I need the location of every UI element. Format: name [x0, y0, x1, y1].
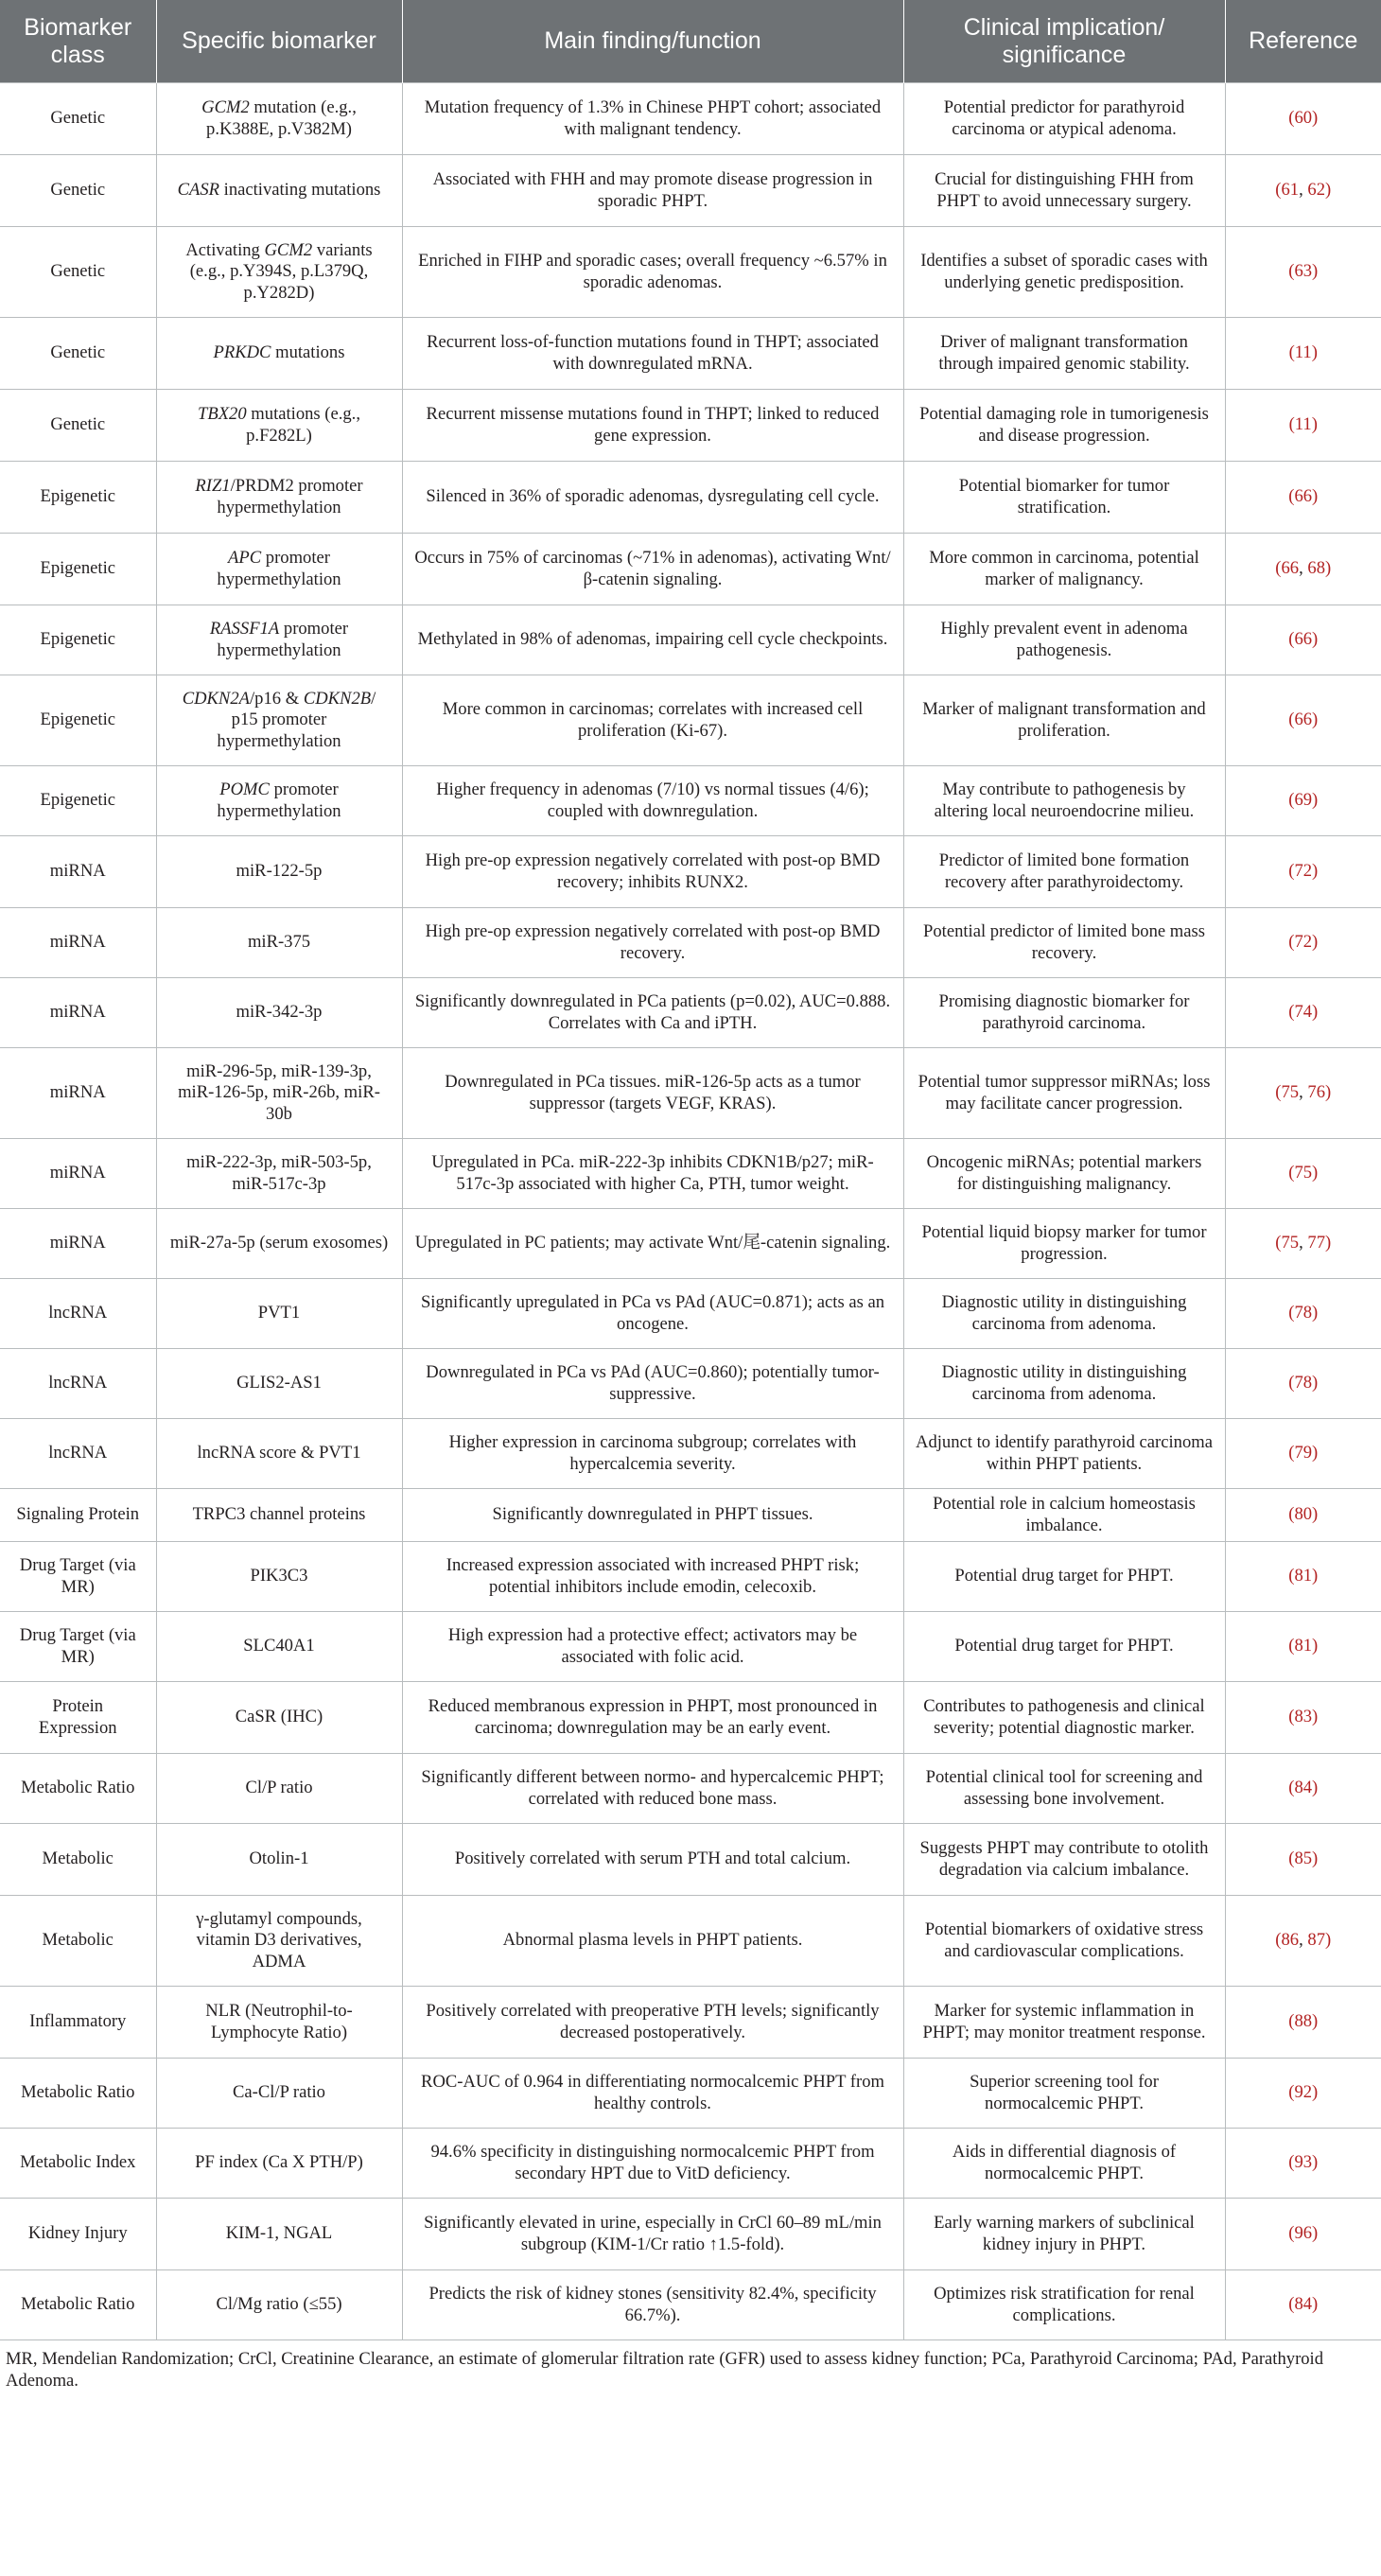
clinical-implication-cell: Potential tumor suppressor miRNAs; loss may facilitate cancer progression.	[903, 1048, 1225, 1139]
reference-link[interactable]: 78	[1294, 1303, 1313, 1323]
clinical-implication-cell: Crucial for distinguishing FHH from PHPT to avoid unnecessary surgery.	[903, 155, 1225, 227]
specific-biomarker-cell: RASSF1A promoter hypermethylation	[156, 605, 402, 675]
reference-cell: (74)	[1225, 978, 1381, 1048]
reference-link[interactable]: 66	[1294, 629, 1313, 650]
reference-cell: (69)	[1225, 766, 1381, 836]
table-row	[0, 1987, 1381, 2059]
reference-link[interactable]: 75	[1294, 1163, 1313, 1183]
biomarker-class-cell: miRNA	[0, 1209, 156, 1279]
reference-cell: (96)	[1225, 2199, 1381, 2270]
specific-biomarker-cell: Ca-Cl/P ratio	[156, 2059, 402, 2129]
specific-biomarker-cell: miR-296-5p, miR-139-3p, miR-126-5p, miR-26b, miR-30b	[156, 1048, 402, 1139]
clinical-implication-cell: Optimizes risk stratification for renal complications.	[903, 2270, 1225, 2340]
reference-cell: (80)	[1225, 1489, 1381, 1542]
biomarker-class-cell: Genetic	[0, 390, 156, 462]
table-row	[0, 2129, 1381, 2199]
table-row	[0, 227, 1381, 318]
reference-link[interactable]: 66	[1281, 558, 1300, 579]
main-finding-cell: Positively correlated with serum PTH and total calcium.	[402, 1824, 903, 1896]
main-finding-cell: Enriched in FIHP and sporadic cases; overall frequency ~6.57% in sporadic adenomas.	[402, 227, 903, 318]
reference-cell: (79)	[1225, 1419, 1381, 1489]
reference-cell: (11)	[1225, 390, 1381, 462]
main-finding-cell: Positively correlated with preoperative PTH levels; significantly decreased postoperatively.	[402, 1987, 903, 2059]
table-row	[0, 1682, 1381, 1754]
table-row	[0, 2270, 1381, 2340]
clinical-implication-cell: Potential clinical tool for screening and assessing bone involvement.	[903, 1754, 1225, 1824]
reference-cell: (75, 77)	[1225, 1209, 1381, 1279]
reference-cell: (66)	[1225, 675, 1381, 766]
reference-cell: (11)	[1225, 318, 1381, 390]
reference-link[interactable]: 61	[1281, 180, 1300, 201]
biomarker-class-cell: Genetic	[0, 318, 156, 390]
main-finding-cell: More common in carcinomas; correlates with increased cell proliferation (Ki-67).	[402, 675, 903, 766]
biomarker-class-cell: Epigenetic	[0, 462, 156, 534]
reference-link[interactable]: 80	[1294, 1504, 1313, 1525]
biomarker-class-cell: Genetic	[0, 83, 156, 155]
table-row	[0, 534, 1381, 605]
main-finding-cell: High expression had a protective effect; activators may be associated with folic acid.	[402, 1612, 903, 1682]
clinical-implication-cell: Potential predictor of limited bone mass recovery.	[903, 908, 1225, 978]
reference-cell: (66)	[1225, 605, 1381, 675]
specific-biomarker-cell: NLR (Neutrophil-to-Lymphocyte Ratio)	[156, 1987, 402, 2059]
reference-link[interactable]: 81	[1294, 1566, 1313, 1586]
header-clinical-implication: Clinical implication/ significance	[903, 0, 1225, 83]
specific-biomarker-cell: PF index (Ca X PTH/P)	[156, 2129, 402, 2199]
biomarker-class-cell: Epigenetic	[0, 605, 156, 675]
biomarker-class-cell: Protein Expression	[0, 1682, 156, 1754]
reference-link[interactable]: 75	[1281, 1233, 1300, 1253]
reference-link[interactable]: 77	[1307, 1233, 1325, 1253]
biomarker-class-cell: Epigenetic	[0, 675, 156, 766]
reference-link[interactable]: 78	[1294, 1373, 1313, 1393]
clinical-implication-cell: Diagnostic utility in distinguishing carcinoma from adenoma.	[903, 1279, 1225, 1349]
clinical-implication-cell: Early warning markers of subclinical kidney injury in PHPT.	[903, 2199, 1225, 2270]
reference-link[interactable]: 84	[1294, 1778, 1313, 1798]
reference-link[interactable]: 11	[1294, 342, 1312, 363]
biomarker-class-cell: Genetic	[0, 227, 156, 318]
reference-cell: (72)	[1225, 908, 1381, 978]
header-biomarker-class: Biomarker class	[0, 0, 156, 83]
reference-link[interactable]: 79	[1294, 1443, 1313, 1463]
specific-biomarker-cell: Otolin-1	[156, 1824, 402, 1896]
reference-link[interactable]: 60	[1294, 108, 1313, 129]
reference-link[interactable]: 62	[1307, 180, 1325, 201]
reference-cell: (72)	[1225, 836, 1381, 908]
reference-link[interactable]: 85	[1294, 1849, 1313, 1869]
clinical-implication-cell: Superior screening tool for normocalcemic PHPT.	[903, 2059, 1225, 2129]
reference-cell: (63)	[1225, 227, 1381, 318]
table-row	[0, 1209, 1381, 1279]
table-row	[0, 1279, 1381, 1349]
main-finding-cell: Higher frequency in adenomas (7/10) vs normal tissues (4/6); coupled with downregulation.	[402, 766, 903, 836]
reference-cell: (81)	[1225, 1542, 1381, 1612]
biomarker-class-cell: Epigenetic	[0, 766, 156, 836]
reference-link[interactable]: 93	[1294, 2152, 1313, 2173]
biomarker-class-cell: Drug Target (via MR)	[0, 1542, 156, 1612]
specific-biomarker-cell: RIZ1/PRDM2 promoter hypermethylation	[156, 462, 402, 534]
main-finding-cell: Higher expression in carcinoma subgroup; correlates with hypercalcemia severity.	[402, 1419, 903, 1489]
clinical-implication-cell: Potential biomarkers of oxidative stress and cardiovascular complications.	[903, 1896, 1225, 1987]
biomarker-class-cell: Metabolic Ratio	[0, 1754, 156, 1824]
table-row	[0, 83, 1381, 155]
table-row	[0, 908, 1381, 978]
reference-cell: (86, 87)	[1225, 1896, 1381, 1987]
reference-link[interactable]: 69	[1294, 790, 1313, 811]
reference-cell: (92)	[1225, 2059, 1381, 2129]
reference-link[interactable]: 84	[1294, 2294, 1313, 2315]
clinical-implication-cell: Aids in differential diagnosis of normocalcemic PHPT.	[903, 2129, 1225, 2199]
specific-biomarker-cell: Activating GCM2 variants (e.g., p.Y394S, p.L379Q, p.Y282D)	[156, 227, 402, 318]
main-finding-cell: Significantly downregulated in PCa patients (p=0.02), AUC=0.888. Correlates with Ca and iPTH.	[402, 978, 903, 1048]
clinical-implication-cell: Potential liquid biopsy marker for tumor progression.	[903, 1209, 1225, 1279]
specific-biomarker-cell: miR-27a-5p (serum exosomes)	[156, 1209, 402, 1279]
reference-link[interactable]: 81	[1294, 1636, 1313, 1656]
reference-link[interactable]: 87	[1307, 1930, 1325, 1951]
clinical-implication-cell: More common in carcinoma, potential marker of malignancy.	[903, 534, 1225, 605]
clinical-implication-cell: Oncogenic miRNAs; potential markers for distinguishing malignancy.	[903, 1139, 1225, 1209]
clinical-implication-cell: May contribute to pathogenesis by altering local neuroendocrine milieu.	[903, 766, 1225, 836]
specific-biomarker-cell: PIK3C3	[156, 1542, 402, 1612]
clinical-implication-cell: Diagnostic utility in distinguishing carcinoma from adenoma.	[903, 1349, 1225, 1419]
reference-link[interactable]: 68	[1307, 558, 1325, 579]
biomarker-class-cell: lncRNA	[0, 1279, 156, 1349]
main-finding-cell: Recurrent missense mutations found in THPT; linked to reduced gene expression.	[402, 390, 903, 462]
reference-cell: (85)	[1225, 1824, 1381, 1896]
reference-link[interactable]: 76	[1307, 1082, 1325, 1103]
clinical-implication-cell: Potential drug target for PHPT.	[903, 1542, 1225, 1612]
specific-biomarker-cell: miR-222-3p, miR-503-5p, miR-517c-3p	[156, 1139, 402, 1209]
reference-cell: (60)	[1225, 83, 1381, 155]
reference-link[interactable]: 72	[1294, 861, 1313, 882]
reference-cell: (93)	[1225, 2129, 1381, 2199]
biomarker-class-cell: lncRNA	[0, 1419, 156, 1489]
main-finding-cell: Upregulated in PCa. miR-222-3p inhibits CDKN1B/p27; miR-517c-3p associated with higher Ca, PTH, tumor weight.	[402, 1139, 903, 1209]
main-finding-cell: Increased expression associated with increased PHPT risk; potential inhibitors include emodin, celecoxib.	[402, 1542, 903, 1612]
specific-biomarker-cell: GLIS2-AS1	[156, 1349, 402, 1419]
clinical-implication-cell: Potential damaging role in tumorigenesis and disease progression.	[903, 390, 1225, 462]
reference-link[interactable]: 75	[1281, 1082, 1300, 1103]
header-specific-biomarker: Specific biomarker	[156, 0, 402, 83]
reference-cell: (66, 68)	[1225, 534, 1381, 605]
specific-biomarker-cell: lncRNA score & PVT1	[156, 1419, 402, 1489]
biomarker-class-cell: Metabolic	[0, 1824, 156, 1896]
clinical-implication-cell: Potential biomarker for tumor stratification.	[903, 462, 1225, 534]
reference-link[interactable]: 86	[1281, 1930, 1300, 1951]
table-row	[0, 462, 1381, 534]
reference-cell: (83)	[1225, 1682, 1381, 1754]
reference-cell: (88)	[1225, 1987, 1381, 2059]
reference-cell: (75)	[1225, 1139, 1381, 1209]
main-finding-cell: Abnormal plasma levels in PHPT patients.	[402, 1896, 903, 1987]
biomarker-class-cell: miRNA	[0, 978, 156, 1048]
main-finding-cell: Downregulated in PCa vs PAd (AUC=0.860); potentially tumor-suppressive.	[402, 1349, 903, 1419]
main-finding-cell: Significantly different between normo- and hypercalcemic PHPT; correlated with reduced bone mass.	[402, 1754, 903, 1824]
table-row	[0, 836, 1381, 908]
main-finding-cell: Associated with FHH and may promote disease progression in sporadic PHPT.	[402, 155, 903, 227]
specific-biomarker-cell: CDKN2A/p16 & CDKN2B/ p15 promoter hypermethylation	[156, 675, 402, 766]
biomarker-class-cell: Metabolic Ratio	[0, 2270, 156, 2340]
header-reference: Reference	[1225, 0, 1381, 83]
specific-biomarker-cell: KIM-1, NGAL	[156, 2199, 402, 2270]
table-row	[0, 1048, 1381, 1139]
specific-biomarker-cell: miR-342-3p	[156, 978, 402, 1048]
specific-biomarker-cell: GCM2 mutation (e.g., p.K388E, p.V382M)	[156, 83, 402, 155]
biomarker-class-cell: Epigenetic	[0, 534, 156, 605]
table-row	[0, 2199, 1381, 2270]
table-row	[0, 1139, 1381, 1209]
table-row	[0, 1754, 1381, 1824]
specific-biomarker-cell: PVT1	[156, 1279, 402, 1349]
main-finding-cell: Methylated in 98% of adenomas, impairing cell cycle checkpoints.	[402, 605, 903, 675]
biomarker-class-cell: lncRNA	[0, 1349, 156, 1419]
reference-link[interactable]: 88	[1294, 2011, 1313, 2032]
reference-link[interactable]: 92	[1294, 2082, 1313, 2103]
reference-link[interactable]: 72	[1294, 932, 1313, 953]
clinical-implication-cell: Marker of malignant transformation and proliferation.	[903, 675, 1225, 766]
reference-link[interactable]: 74	[1294, 1002, 1313, 1023]
biomarker-class-cell: Kidney Injury	[0, 2199, 156, 2270]
clinical-implication-cell: Highly prevalent event in adenoma pathogenesis.	[903, 605, 1225, 675]
table-row	[0, 1612, 1381, 1682]
reference-link[interactable]: 66	[1294, 710, 1313, 730]
specific-biomarker-cell: miR-375	[156, 908, 402, 978]
table-row	[0, 1419, 1381, 1489]
table-row	[0, 766, 1381, 836]
specific-biomarker-cell: APC promoter hypermethylation	[156, 534, 402, 605]
biomarker-class-cell: miRNA	[0, 908, 156, 978]
biomarker-class-cell: Genetic	[0, 155, 156, 227]
table-row	[0, 1349, 1381, 1419]
reference-cell: (84)	[1225, 1754, 1381, 1824]
main-finding-cell: Significantly upregulated in PCa vs PAd (AUC=0.871); acts as an oncogene.	[402, 1279, 903, 1349]
clinical-implication-cell: Marker for systemic inflammation in PHPT; may monitor treatment response.	[903, 1987, 1225, 2059]
clinical-implication-cell: Contributes to pathogenesis and clinical severity; potential diagnostic marker.	[903, 1682, 1225, 1754]
reference-cell: (66)	[1225, 462, 1381, 534]
main-finding-cell: ROC-AUC of 0.964 in differentiating normocalcemic PHPT from healthy controls.	[402, 2059, 903, 2129]
clinical-implication-cell: Predictor of limited bone formation recovery after parathyroidectomy.	[903, 836, 1225, 908]
biomarker-class-cell: Inflammatory	[0, 1987, 156, 2059]
table-row	[0, 390, 1381, 462]
specific-biomarker-cell: Cl/Mg ratio (≤55)	[156, 2270, 402, 2340]
reference-link[interactable]: 96	[1294, 2223, 1313, 2244]
reference-link[interactable]: 66	[1294, 486, 1313, 507]
reference-link[interactable]: 11	[1294, 414, 1312, 435]
header-main-finding: Main finding/function	[402, 0, 903, 83]
main-finding-cell: Mutation frequency of 1.3% in Chinese PHPT cohort; associated with malignant tendency.	[402, 83, 903, 155]
table-row	[0, 978, 1381, 1048]
biomarker-class-cell: Signaling Protein	[0, 1489, 156, 1542]
reference-link[interactable]: 83	[1294, 1707, 1313, 1727]
table-row	[0, 1542, 1381, 1612]
clinical-implication-cell: Potential role in calcium homeostasis imbalance.	[903, 1489, 1225, 1542]
main-finding-cell: 94.6% specificity in distinguishing normocalcemic PHPT from secondary HPT due to VitD deficiency.	[402, 2129, 903, 2199]
biomarker-class-cell: Metabolic Ratio	[0, 2059, 156, 2129]
clinical-implication-cell: Identifies a subset of sporadic cases with underlying genetic predisposition.	[903, 227, 1225, 318]
main-finding-cell: Downregulated in PCa tissues. miR-126-5p acts as a tumor suppressor (targets VEGF, KRAS).	[402, 1048, 903, 1139]
biomarker-class-cell: miRNA	[0, 1139, 156, 1209]
main-finding-cell: High pre-op expression negatively correlated with post-op BMD recovery; inhibits RUNX2.	[402, 836, 903, 908]
main-finding-cell: Occurs in 75% of carcinomas (~71% in adenomas), activating Wnt/β-catenin signaling.	[402, 534, 903, 605]
specific-biomarker-cell: TBX20 mutations (e.g., p.F282L)	[156, 390, 402, 462]
clinical-implication-cell: Driver of malignant transformation through impaired genomic stability.	[903, 318, 1225, 390]
specific-biomarker-cell: γ-glutamyl compounds, vitamin D3 derivatives, ADMA	[156, 1896, 402, 1987]
main-finding-cell: Predicts the risk of kidney stones (sensitivity 82.4%, specificity 66.7%).	[402, 2270, 903, 2340]
main-finding-cell: Significantly elevated in urine, especially in CrCl 60–89 mL/min subgroup (KIM-1/Cr ratio ↑1.5-fold).	[402, 2199, 903, 2270]
main-finding-cell: Significantly downregulated in PHPT tissues.	[402, 1489, 903, 1542]
biomarker-class-cell: Metabolic	[0, 1896, 156, 1987]
table-row	[0, 1896, 1381, 1987]
specific-biomarker-cell: miR-122-5p	[156, 836, 402, 908]
specific-biomarker-cell: CASR inactivating mutations	[156, 155, 402, 227]
specific-biomarker-cell: POMC promoter hypermethylation	[156, 766, 402, 836]
biomarker-class-cell: miRNA	[0, 1048, 156, 1139]
table-row	[0, 318, 1381, 390]
specific-biomarker-cell: Cl/P ratio	[156, 1754, 402, 1824]
biomarker-class-cell: Metabolic Index	[0, 2129, 156, 2199]
main-finding-cell: Recurrent loss-of-function mutations found in THPT; associated with downregulated mRNA.	[402, 318, 903, 390]
reference-cell: (78)	[1225, 1349, 1381, 1419]
clinical-implication-cell: Potential predictor for parathyroid carcinoma or atypical adenoma.	[903, 83, 1225, 155]
clinical-implication-cell: Potential drug target for PHPT.	[903, 1612, 1225, 1682]
table-row	[0, 2059, 1381, 2129]
specific-biomarker-cell: CaSR (IHC)	[156, 1682, 402, 1754]
clinical-implication-cell: Adjunct to identify parathyroid carcinoma within PHPT patients.	[903, 1419, 1225, 1489]
table-row	[0, 155, 1381, 227]
reference-cell: (81)	[1225, 1612, 1381, 1682]
specific-biomarker-cell: SLC40A1	[156, 1612, 402, 1682]
reference-cell: (75, 76)	[1225, 1048, 1381, 1139]
table-row	[0, 605, 1381, 675]
clinical-implication-cell: Promising diagnostic biomarker for parathyroid carcinoma.	[903, 978, 1225, 1048]
header-row	[0, 0, 1381, 83]
main-finding-cell: Reduced membranous expression in PHPT, most pronounced in carcinoma; downregulation may be an early event.	[402, 1682, 903, 1754]
reference-cell: (84)	[1225, 2270, 1381, 2340]
table-row	[0, 1489, 1381, 1542]
reference-cell: (78)	[1225, 1279, 1381, 1349]
reference-link[interactable]: 63	[1294, 261, 1313, 282]
table-footnote: MR, Mendelian Randomization; CrCl, Creatinine Clearance, an estimate of glomerular filtration rate (GFR) used to assess kidney function; PCa, Parathyroid Carcinoma; PAd, Parathyroid Adenoma.	[6, 2349, 1324, 2391]
clinical-implication-cell: Suggests PHPT may contribute to otolith degradation via calcium imbalance.	[903, 1824, 1225, 1896]
main-finding-cell: High pre-op expression negatively correlated with post-op BMD recovery.	[402, 908, 903, 978]
specific-biomarker-cell: TRPC3 channel proteins	[156, 1489, 402, 1542]
specific-biomarker-cell: PRKDC mutations	[156, 318, 402, 390]
biomarker-class-cell: Drug Target (via MR)	[0, 1612, 156, 1682]
reference-cell: (61, 62)	[1225, 155, 1381, 227]
biomarker-class-cell: miRNA	[0, 836, 156, 908]
table-row	[0, 675, 1381, 766]
main-finding-cell: Upregulated in PC patients; may activate Wnt/尾-catenin signaling.	[402, 1209, 903, 1279]
table-row	[0, 1824, 1381, 1896]
main-finding-cell: Silenced in 36% of sporadic adenomas, dysregulating cell cycle.	[402, 462, 903, 534]
